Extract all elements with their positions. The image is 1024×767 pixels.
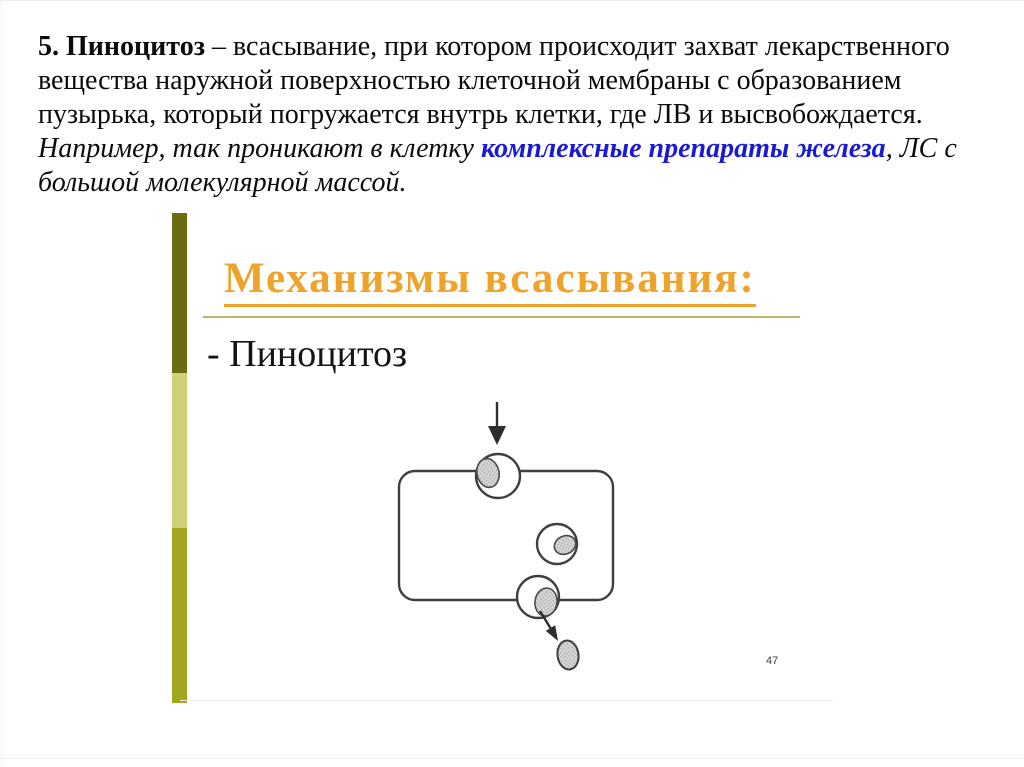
figure-title-rule <box>203 316 800 318</box>
figure-accent-bar <box>172 213 187 703</box>
figure-title <box>224 256 756 307</box>
figure-bottom-edge <box>180 700 833 701</box>
intro-line <box>38 30 998 64</box>
accent-bar-segment-light <box>172 373 187 528</box>
slide-bottom-edge <box>0 758 1024 759</box>
intro-lead-term: 5. Пиноцитоз <box>38 31 205 62</box>
down-arrow-icon <box>488 402 506 445</box>
slide-top-edge <box>0 0 1024 1</box>
accent-bar-segment-dark <box>172 213 187 373</box>
intro-line: пузырька, который погружается внутрь клетки, где ЛВ и высвобождается. <box>38 99 923 130</box>
figure-page-number: 47 <box>766 655 779 667</box>
pinocytosis-cell-diagram <box>380 395 680 690</box>
released-particle-shape <box>556 639 581 671</box>
intro-line <box>38 132 998 166</box>
intro-example-pre: Например, так проникают в клетку <box>38 133 481 164</box>
vesicle-inside-shape <box>537 524 579 564</box>
intro-lead-rest: – всасывание, при котором происходит захват лекарственного <box>204 31 950 62</box>
vesicle-forming-shape <box>474 454 520 498</box>
intro-line: вещества наружной поверхностью клеточной мембраны с образованием <box>38 65 902 96</box>
accent-bar-segment-medium <box>172 528 187 703</box>
vesicle-exiting-shape <box>517 576 559 618</box>
figure-bullet-pinocytosis: - Пиноцитоз <box>207 333 408 375</box>
intro-highlight-iron-preparations: комплексные препараты железа <box>480 133 886 164</box>
intro-example-post: , ЛС с <box>885 133 957 164</box>
slide-left-edge <box>1 0 2 767</box>
figure-title-text: Механизмы всасывания: <box>224 256 756 307</box>
intro-paragraph <box>38 30 998 200</box>
intro-line: большой молекулярной массой. <box>38 167 407 198</box>
